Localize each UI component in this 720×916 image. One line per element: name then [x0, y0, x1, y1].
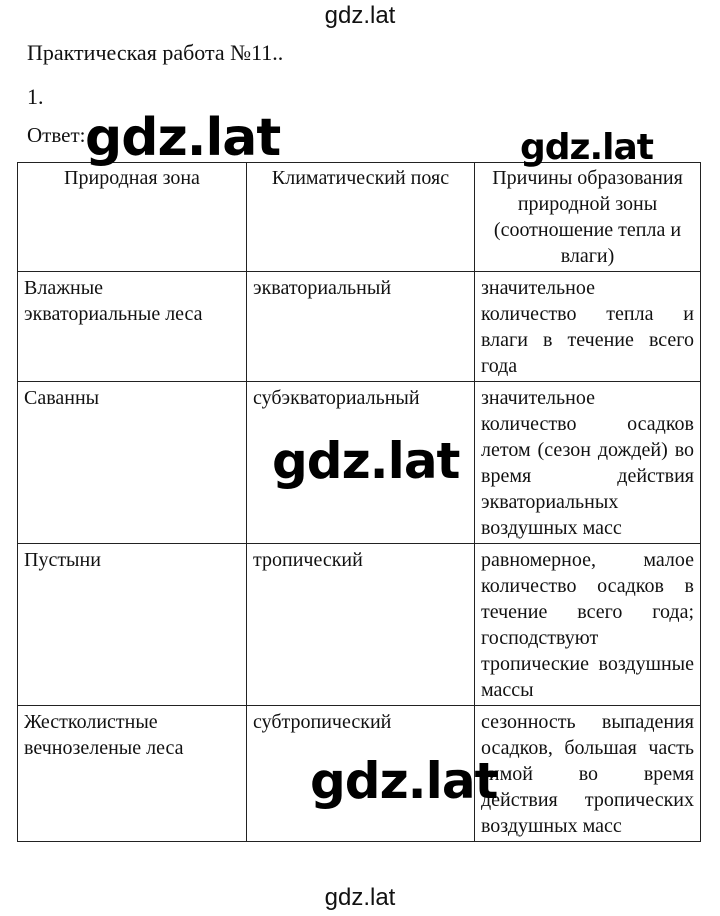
header-climate-belt: Климатический пояс: [247, 163, 475, 272]
watermark-overlay: gdz.lat: [85, 108, 281, 168]
header-formation-reasons: Причины образования природной зоны (соотношение тепла и влаги): [475, 163, 701, 272]
header-natural-zone: Природная зона: [18, 163, 247, 272]
page-title: Практическая работа №11..: [27, 40, 284, 65]
watermark-bottom: gdz.lat: [324, 884, 396, 911]
cell-belt: экваториальный: [247, 272, 475, 382]
watermark-overlay: gdz.lat: [310, 752, 498, 810]
cell-reason: сезонность выпадения осадков, большая часть зимой во время действия тропических воздушных масс: [475, 706, 701, 842]
cell-belt: субтропический: [247, 706, 475, 842]
cell-zone: Влажные экваториальные леса: [18, 272, 247, 382]
cell-reason: значительное количество тепла и влаги в течение всего года: [475, 272, 701, 382]
watermark-top: gdz.lat: [324, 2, 396, 29]
item-number: 1.: [27, 84, 44, 109]
cell-belt: субэкваториальный: [247, 382, 475, 544]
table-header-row: [18, 163, 701, 272]
cell-belt: тропический: [247, 544, 475, 706]
answer-label: Ответ:: [27, 123, 86, 147]
watermark-overlay: gdz.lat: [520, 127, 654, 168]
cell-zone: Саванны: [18, 382, 247, 544]
table-row: [18, 544, 701, 706]
cell-zone: Жестколистные вечнозеленые леса: [18, 706, 247, 842]
natural-zones-table: [17, 162, 701, 842]
cell-reason: равномерное, малое количество осадков в течение всего года; господствуют тропические воздушные массы: [475, 544, 701, 706]
cell-zone: Пустыни: [18, 544, 247, 706]
watermark-overlay: gdz.lat: [272, 432, 460, 490]
cell-reason: значительное количество осадков летом (сезон дождей) во время действия экваториальных воздушных масс: [475, 382, 701, 544]
table-row: [18, 272, 701, 382]
